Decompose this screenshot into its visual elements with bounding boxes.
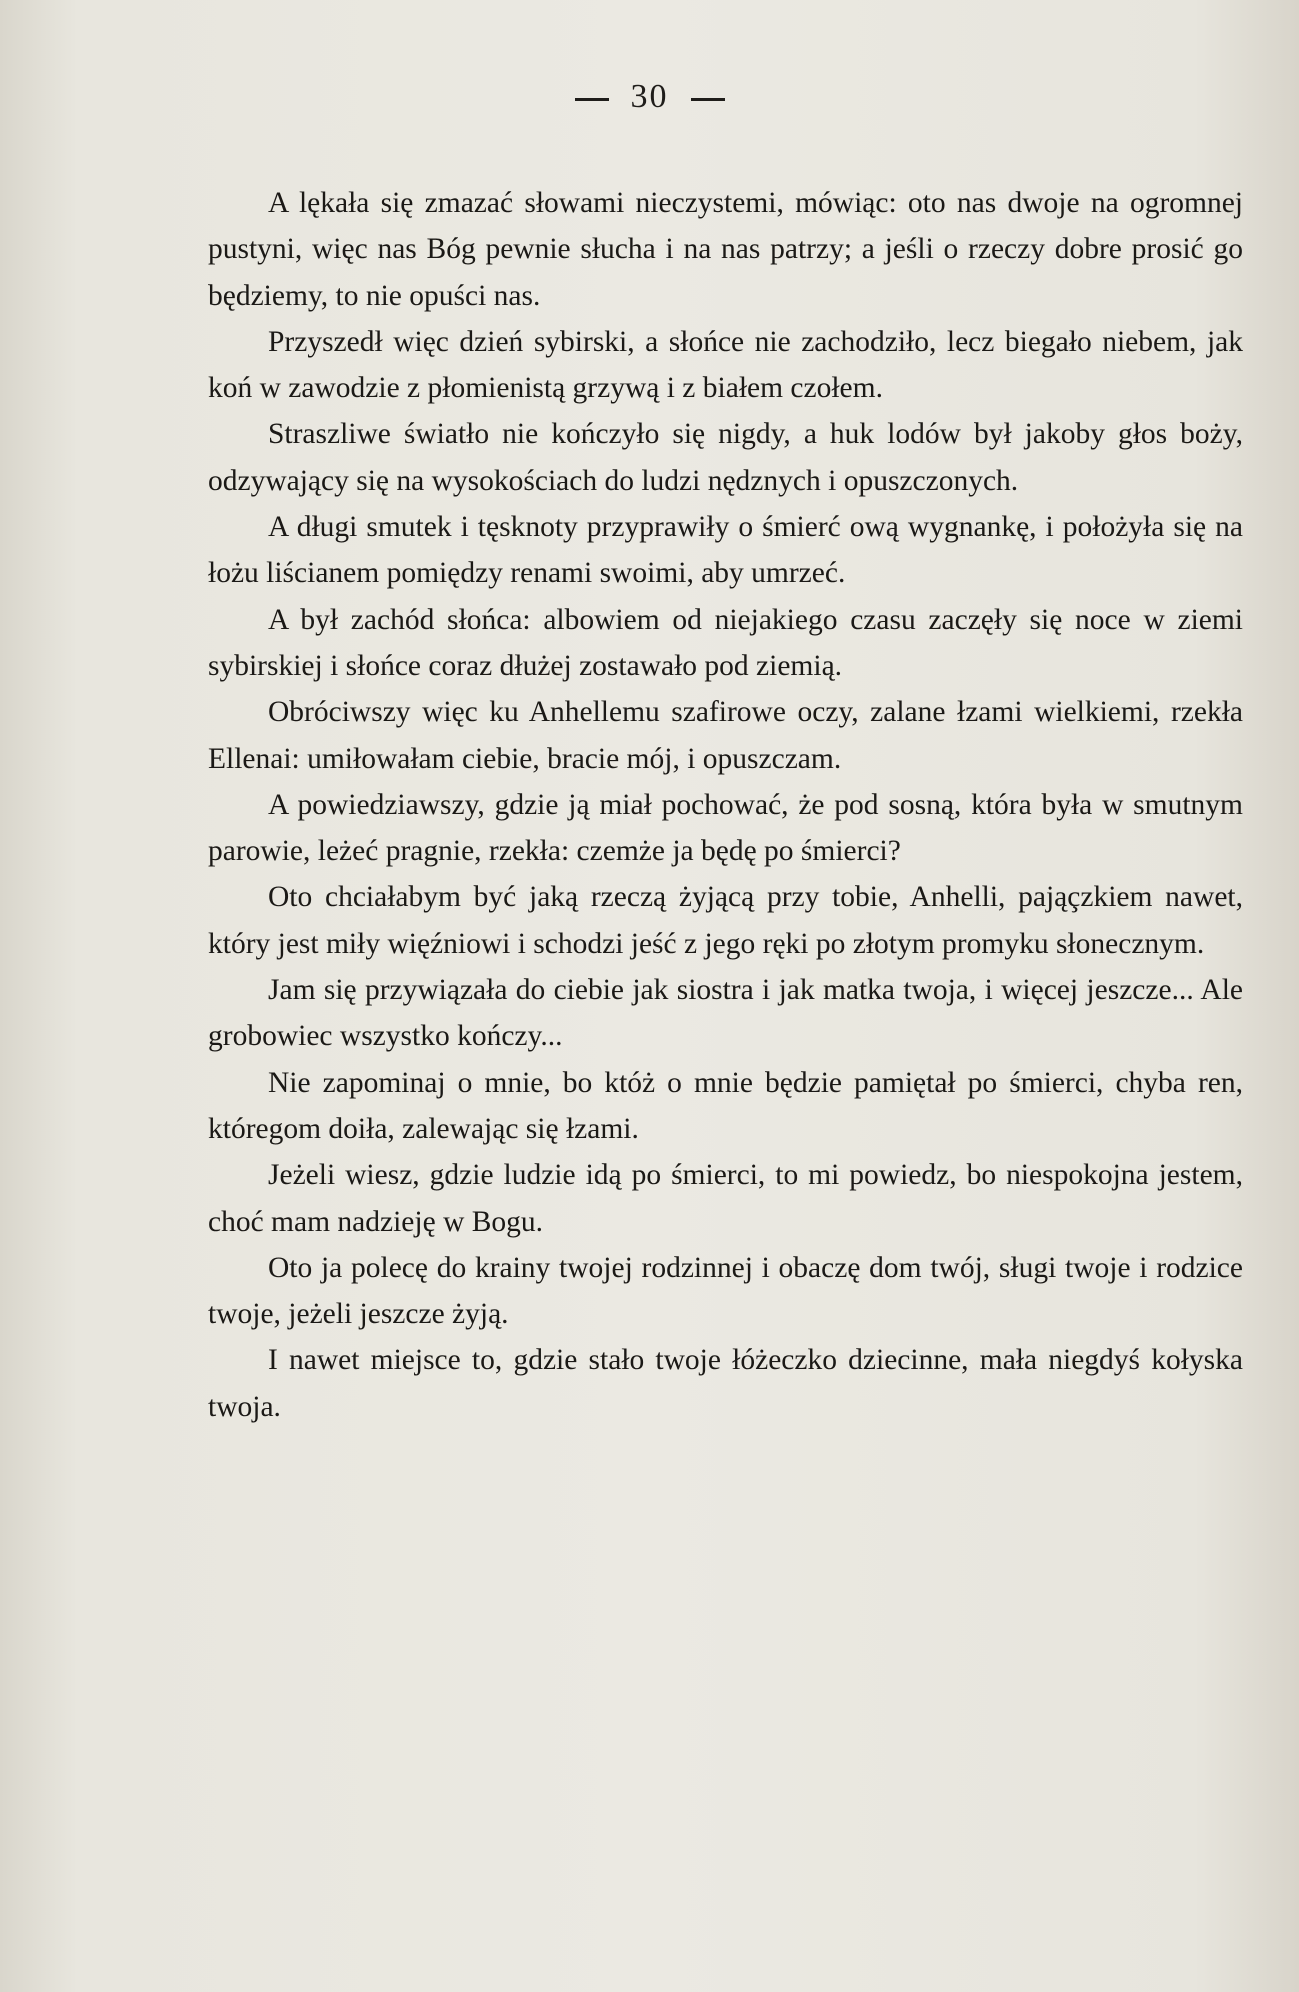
paragraph: Jeżeli wiesz, gdzie ludzie idą po śmierci, to mi powiedz, bo niespokojna jestem, choć mam nadzieję w Bogu. — [208, 1159, 1243, 1238]
paragraph: Nie zapominaj o mnie, bo któż o mnie będzie pamiętał po śmierci, chyba ren, któregom doiła, zalewając się łzami. — [208, 1066, 1243, 1145]
paragraph: Jam się przywiązała do ciebie jak siostra i jak matka twoja, i więcej jeszcze... Ale grobowiec wszystko kończy... — [208, 974, 1243, 1053]
paragraph: Straszliwe światło nie kończyło się nigdy, a huk lodów był jakoby głos boży, odzywający się na wysokościach do ludzi nędznych i opuszczonych. — [208, 418, 1243, 497]
page-number-header — [0, 78, 1299, 116]
page-number: 30 — [630, 78, 669, 115]
paragraph: A był zachód słońca: albowiem od niejakiego czasu zaczęły się noce w ziemi sybirskiej i słońce coraz dłużej zostawało pod ziemią. — [208, 603, 1243, 682]
paragraph: A długi smutek i tęsknoty przyprawiły o śmierć ową wygnankę, i położyła się na łożu liścianem pomiędzy renami swoimi, aby umrzeć. — [208, 511, 1243, 590]
paragraph: Oto chciałabym być jaką rzeczą żyjącą przy tobie, Anhelli, pająçzkiem nawet, który jest miły więźniowi i schodzi jeść z jego ręki po złotym promyku słonecznym. — [208, 881, 1243, 960]
left-dash — [575, 98, 609, 101]
paragraph: Oto ja polecę do krainy twojej rodzinnej i obaczę dom twój, sługi twoje i rodzice twoje, jeżeli jeszcze żyją. — [208, 1251, 1243, 1331]
right-dash — [691, 98, 725, 101]
paragraph: A lękała się zmazać słowami nieczystemi, mówiąc: oto nas dwoje na ogromnej pustyni, więc nas Bóg pewnie słucha i na nas patrzy; a jeśli o rzeczy dobre prosić go będziemy, to nie opuści nas. — [208, 187, 1243, 312]
paragraph: A powiedziawszy, gdzie ją miał pochować, że pod sosną, która była w smutnym parowie, leżeć pragnie, rzekła: czemże ja będę po śmierci? — [208, 788, 1243, 868]
paragraph: Obróciwszy więc ku Anhellemu szafirowe oczy, zalane łzami wielkiemi, rzekła Ellenai: umiłowałam ciebie, bracie mój, i opuszczam. — [208, 696, 1243, 775]
body-text — [208, 180, 1243, 1430]
paragraph: I nawet miejsce to, gdzie stało twoje łóżeczko dziecinne, mała niegdyś kołyska twoja. — [208, 1344, 1243, 1423]
paragraph: Przyszedł więc dzień sybirski, a słońce nie zachodziło, lecz biegało niebem, jak koń w zawodzie z płomienistą grzywą i z białem czołem. — [208, 325, 1243, 405]
